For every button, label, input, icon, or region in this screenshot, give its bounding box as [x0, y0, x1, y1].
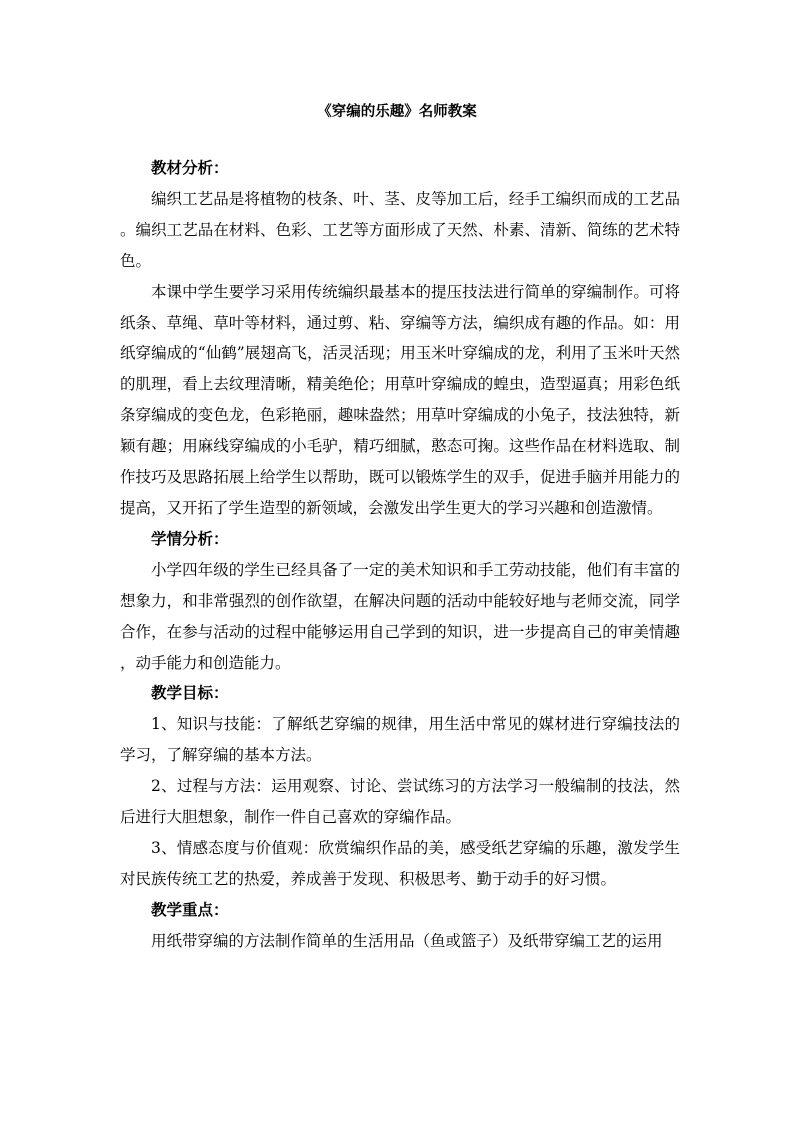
paragraph: 用纸带穿编的方法制作简单的生活用品（鱼或篮子）及纸带穿编工艺的运用: [151, 931, 663, 950]
section-heading-teaching-focus: 教学重点：: [151, 899, 229, 919]
paragraph: 3、情感态度与价值观：欣赏编织作品的美，感受纸艺穿编的乐趣，激发学生对民族传统工艺的热爱，养成善于发现、积极思考、勤于动手的好习惯。: [120, 838, 680, 888]
document-body: [120, 153, 680, 957]
paragraph: 本课中学生要学习采用传统编织最基本的提压技法进行简单的穿编制作。可将纸条、草绳、草叶等材料，通过剪、粘、穿编等方法，编织成有趣的作品。如：用纸穿编成的“仙鹤”展翅高飞，活灵活现；用玉米叶穿编成的龙，利用了玉米叶天然的肌理，看上去纹理清晰，精美绝伦；用草叶穿编成的蝗虫，造型逼真；用彩色纸条穿编成的变色龙，色彩艳丽，趣味盎然；用草叶穿编成的小兔子，技法独特，新颖有趣；用麻线穿编成的小毛驴，精巧细腻，憨态可掬。这些作品在材料选取、制作技巧及思路拓展上给学生以帮助，既可以锻炼学生的双手，促进手脑并用能力的提高，又开拓了学生造型的新领域，会激发出学生更大的学习兴趣和创造激情。: [120, 282, 680, 517]
document-title: 《穿编的乐趣》名师教案: [317, 103, 477, 120]
paragraph: 1、知识与技能：了解纸艺穿编的规律，用生活中常见的媒材进行穿编技法的学习，了解穿编的基本方法。: [120, 715, 680, 765]
section-heading-textbook-analysis: 教材分析：: [151, 158, 229, 177]
section-heading-learner-analysis: 学情分析：: [151, 528, 229, 548]
paragraph: 小学四年级的学生已经具备了一定的美术知识和手工劳动技能，他们有丰富的想象力，和非常强烈的创作欲望，在解决问题的活动中能较好地与老师交流，同学合作，在参与活动的过程中能够运用自己学到的知识，进一步提高自己的审美情趣，动手能力和创造能力。: [120, 560, 680, 672]
paragraph: 2、过程与方法：运用观察、讨论、尝试练习的方法学习一般编制的技法，然后进行大胆想象，制作一件自己喜欢的穿编作品。: [120, 777, 680, 827]
section-heading-teaching-objectives: 教学目标：: [151, 683, 229, 703]
paragraph: 编织工艺品是将植物的枝条、叶、茎、皮等加工后，经手工编织而成的工艺品。编织工艺品在材料、色彩、工艺等方面形成了天然、朴素、清新、简练的艺术特色。: [120, 189, 680, 270]
